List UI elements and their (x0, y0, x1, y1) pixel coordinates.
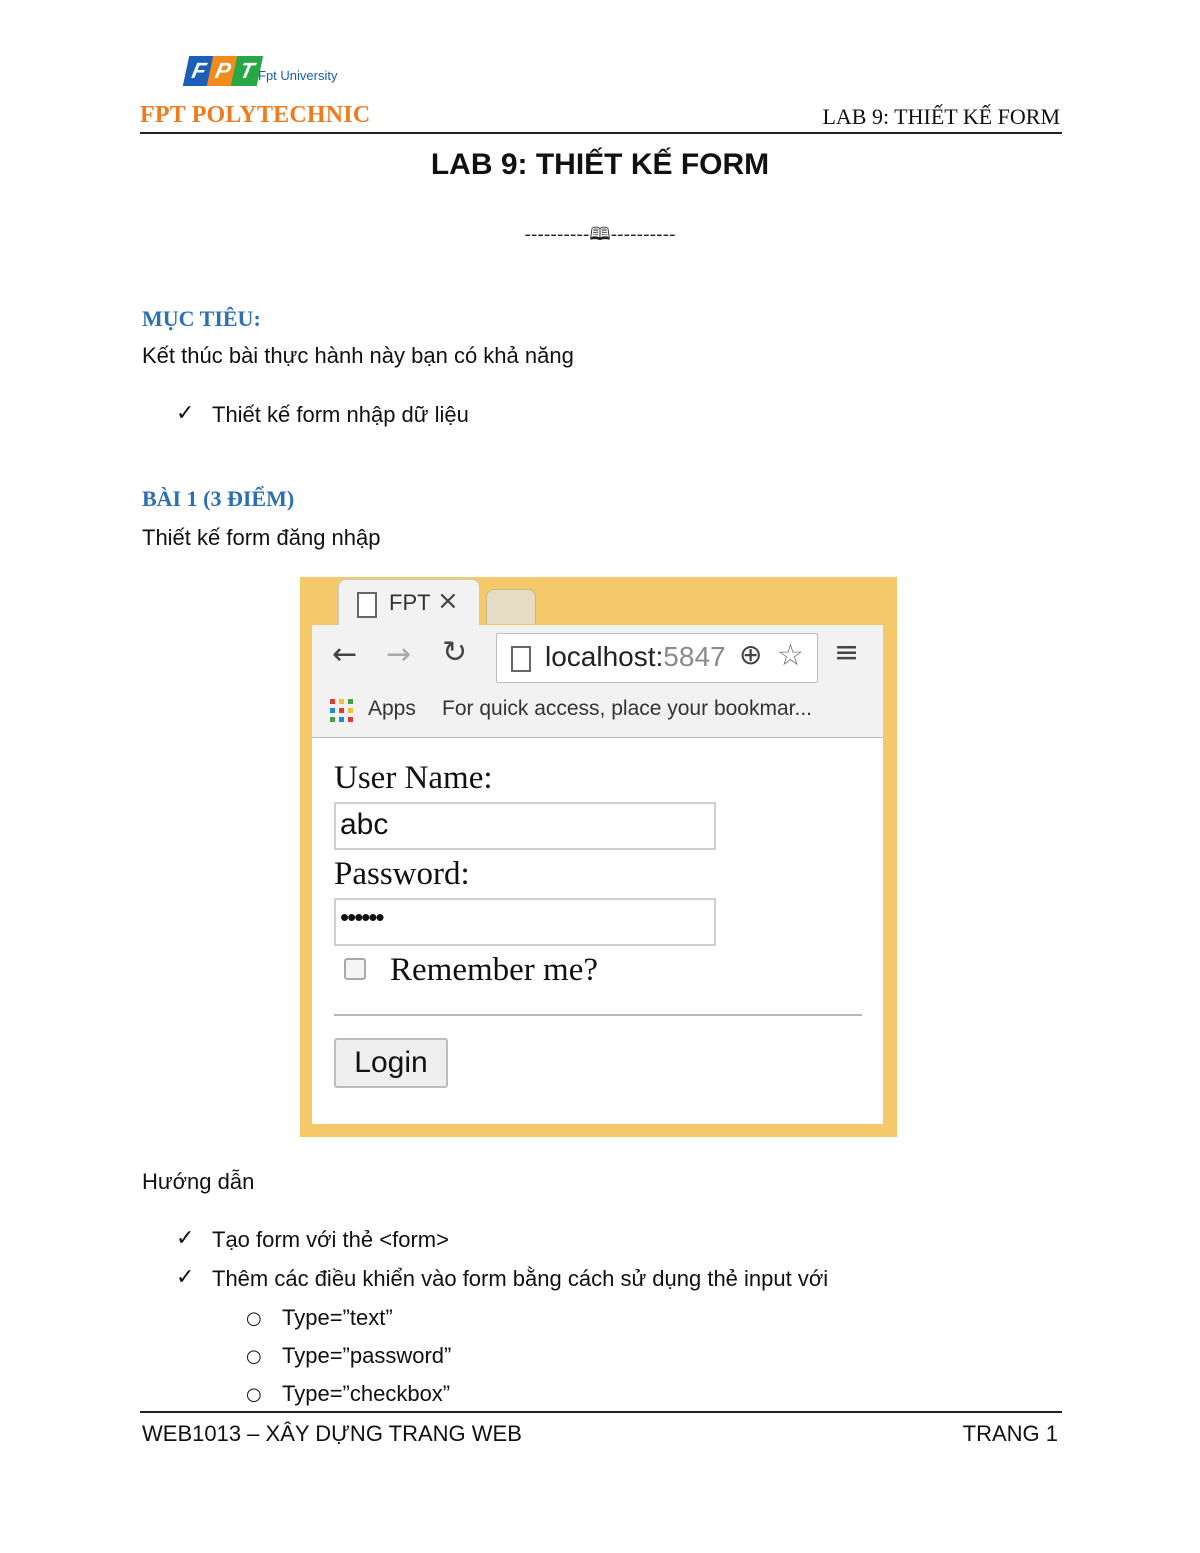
forward-arrow-icon[interactable]: → (386, 637, 412, 672)
checkmark-icon: ✓ (176, 1226, 195, 1251)
zoom-icon[interactable]: ⊕ (739, 638, 763, 671)
password-label: Password: (334, 856, 470, 892)
checkmark-icon: ✓ (176, 1265, 195, 1290)
guide-subitem: Type=”password” (282, 1343, 452, 1368)
exercise-heading: BÀI 1 (3 ĐIỂM) (142, 486, 295, 511)
logo-letter-p: P (207, 56, 239, 86)
menu-icon[interactable]: ≡ (834, 635, 860, 670)
remember-label: Remember me? (390, 952, 598, 988)
star-icon[interactable]: ☆ (777, 638, 804, 673)
title-divider: ----------🕮---------- (524, 224, 676, 245)
logo-letter-t: T (231, 56, 263, 86)
circle-bullet-icon: ○ (246, 1346, 262, 1367)
password-input[interactable] (334, 898, 716, 946)
circle-bullet-icon: ○ (246, 1308, 262, 1329)
browser-tab[interactable] (338, 579, 480, 628)
bookmarks-hint: For quick access, place your bookmar... (442, 697, 812, 720)
logo-letter-f: F (183, 56, 215, 86)
browser-toolbar (312, 625, 883, 738)
guide-subitem: Type=”text” (282, 1305, 393, 1330)
reload-icon[interactable]: ↻ (442, 635, 468, 670)
checkmark-icon: ✓ (176, 401, 195, 426)
footer-course: WEB1013 – XÂY DỰNG TRANG WEB (142, 1421, 522, 1446)
guide-item: Tạo form với thẻ <form> (212, 1227, 449, 1252)
address-port: 5847 (663, 641, 726, 672)
footer-page-number: TRANG 1 (962, 1421, 1058, 1446)
password-value: •••••• (340, 902, 383, 932)
username-value: abc (340, 808, 389, 841)
guide-item: Thêm các điều khiển vào form bằng cách sử dụng thẻ input với (212, 1266, 829, 1291)
objectives-intro: Kết thúc bài thực hành này bạn có khả năng (142, 343, 574, 368)
login-form (312, 738, 883, 1124)
apps-bookmark[interactable]: Apps (368, 697, 416, 720)
page-title: LAB 9: THIẾT KẾ FORM (430, 148, 770, 181)
page-icon (511, 646, 531, 672)
login-button[interactable]: Login (334, 1038, 448, 1088)
footer-rule (140, 1411, 1062, 1413)
browser-screenshot (300, 577, 897, 1137)
address-text (545, 641, 726, 673)
objective-item: Thiết kế form nhập dữ liệu (212, 402, 469, 427)
university-label: Fpt University (258, 68, 338, 83)
guide-heading: Hướng dẫn (142, 1169, 255, 1194)
circle-bullet-icon: ○ (246, 1384, 262, 1405)
guide-subitem: Type=”checkbox” (282, 1381, 451, 1406)
objectives-heading: MỤC TIÊU: (142, 306, 261, 331)
apps-grid-icon[interactable] (330, 699, 354, 723)
username-label: User Name: (334, 760, 493, 796)
page-icon (357, 592, 377, 618)
close-icon[interactable]: × (437, 586, 459, 616)
brand-name: FPT POLYTECHNIC (140, 102, 371, 128)
username-input[interactable] (334, 802, 716, 850)
form-separator (334, 1014, 862, 1016)
address-bar[interactable] (496, 633, 818, 683)
back-arrow-icon[interactable]: ← (332, 637, 358, 672)
header-doc-label: LAB 9: THIẾT KẾ FORM (822, 104, 1060, 129)
address-host: localhost: (545, 641, 664, 672)
remember-checkbox[interactable] (344, 958, 366, 980)
tab-title: FPT (389, 590, 431, 615)
header-rule (140, 132, 1062, 134)
exercise-description: Thiết kế form đăng nhập (142, 525, 381, 550)
new-tab-button[interactable] (486, 589, 536, 624)
